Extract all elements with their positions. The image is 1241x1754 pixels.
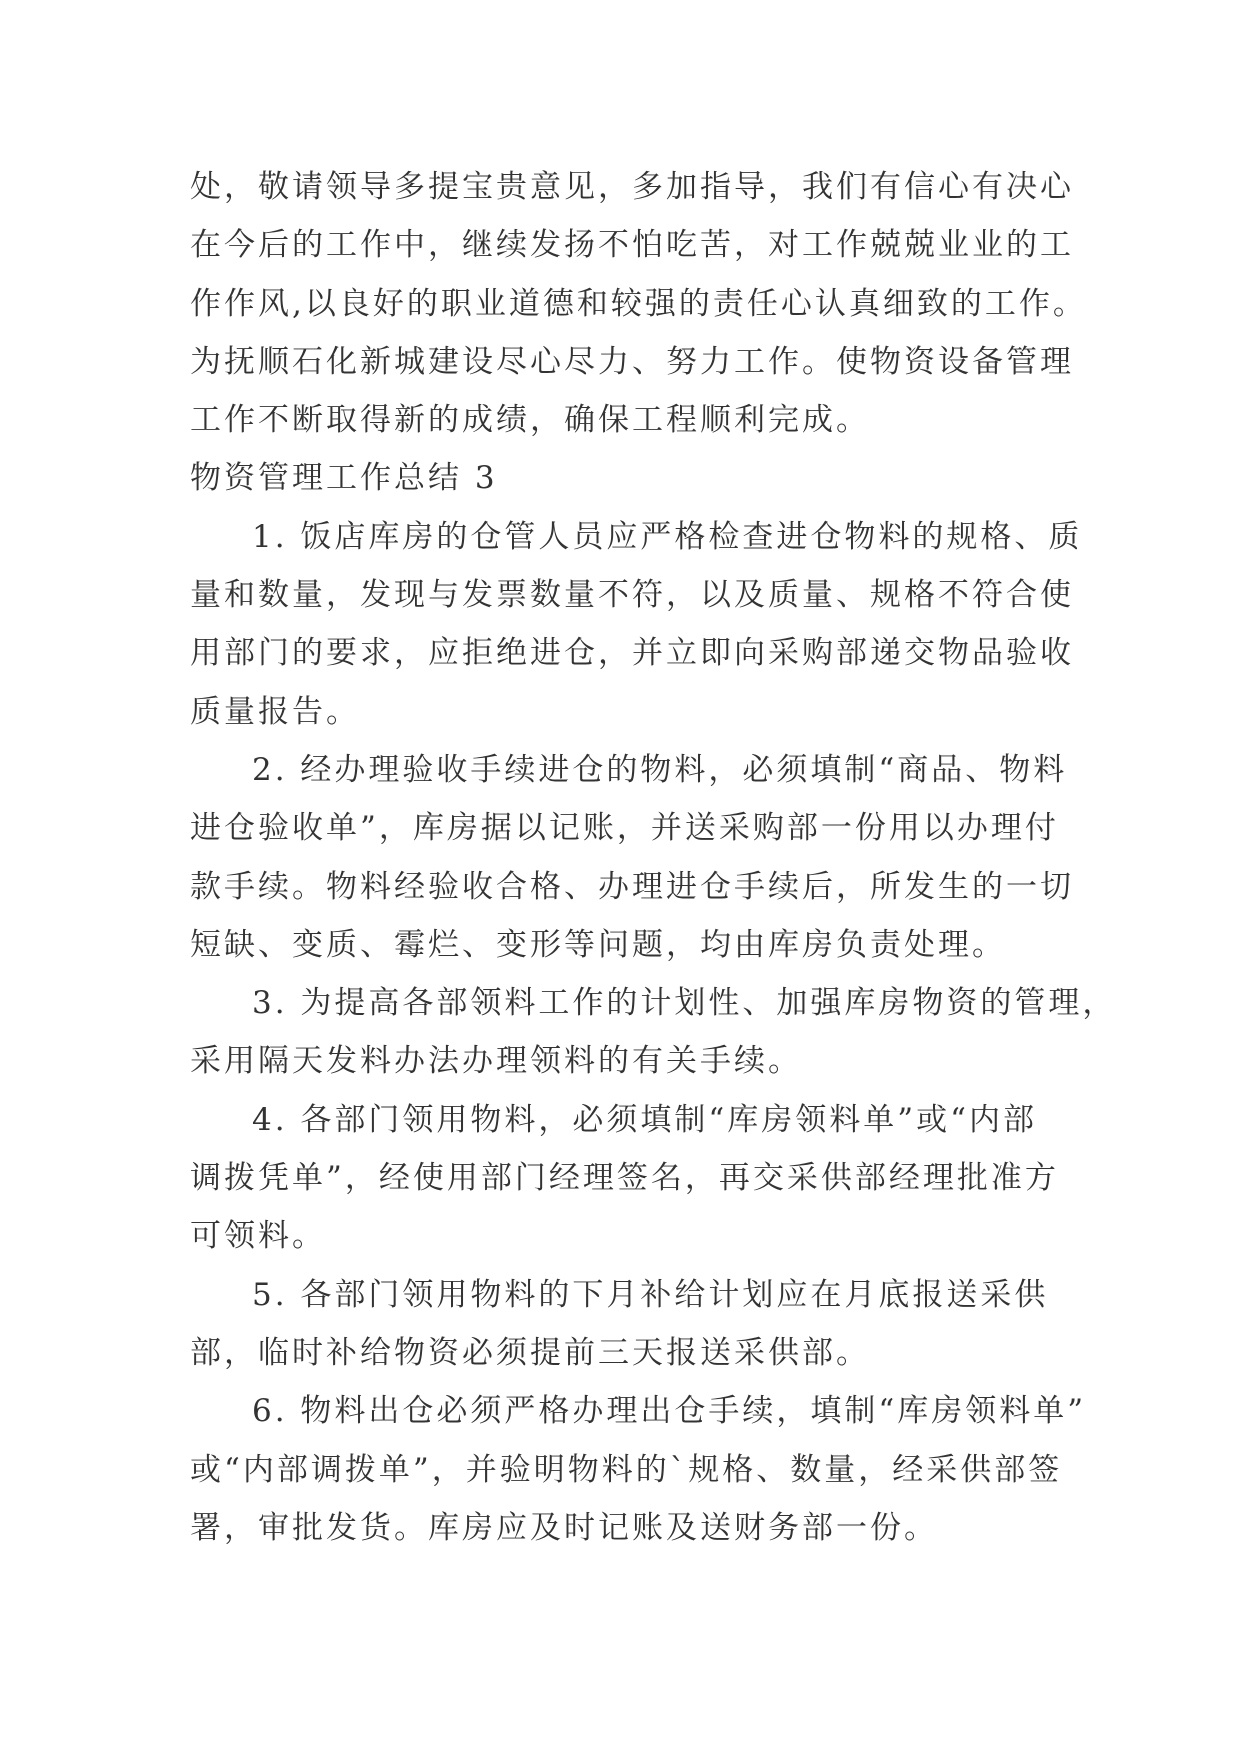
text-line: 在今后的工作中，继续发扬不怕吃苦，对工作兢兢业业的工 — [190, 227, 1074, 264]
text-line: 量和数量，发现与发票数量不符，以及质量、规格不符合使 — [190, 577, 1074, 614]
paragraph-4-start: 4. 各部门领用物料，必须填制“库房领料单”或“内部 — [252, 1101, 1037, 1138]
text-line: 进仓验收单”，库房据以记账，并送采购部一份用以办理付 — [190, 810, 1059, 847]
paragraph-6-start: 6. 物料出仓必须严格办理出仓手续，填制“库房领料单” — [252, 1393, 1087, 1430]
text-line: 作作风,以良好的职业道德和较强的责任心认真细致的工作。 — [190, 285, 1087, 322]
paragraph-2-start: 2. 经办理验收手续进仓的物料，必须填制“商品、物料 — [252, 751, 1068, 788]
document-body — [190, 158, 1117, 1557]
text-line: 可领料。 — [190, 1218, 326, 1255]
text-line: 处，敬请领导多提宝贵意见，多加指导，我们有信心有决心 — [190, 169, 1074, 205]
text-line: 质量报告。 — [190, 693, 360, 730]
text-line: 短缺、变质、霉烂、变形等问题，均由库房负责处理。 — [190, 926, 1006, 963]
text-line: 部，临时补给物资必须提前三天报送采供部。 — [190, 1334, 870, 1371]
paragraph-1-start: 1. 饭店库房的仓管人员应严格检查进仓物料的规格、质 — [252, 518, 1083, 555]
text-line: 为抚顺石化新城建设尽心尽力、努力工作。使物资设备管理 — [190, 343, 1074, 380]
text-line: 工作不断取得新的成绩，确保工程顺利完成。 — [190, 402, 870, 439]
text-line: 采用隔天发料办法办理领料的有关手续。 — [190, 1043, 802, 1080]
text-line: 署，审批发货。库房应及时记账及送财务部一份。 — [190, 1509, 938, 1546]
text-line: 或“内部调拨单”，并验明物料的`规格、数量，经采供部签 — [190, 1451, 1063, 1488]
text-line: 款手续。物料经验收合格、办理进仓手续后，所发生的一切 — [190, 868, 1074, 905]
text-line: 用部门的要求，应拒绝进仓，并立即向采购部递交物品验收 — [190, 635, 1074, 672]
section-title: 物资管理工作总结 3 — [190, 460, 498, 497]
paragraph-3-start: 3. 为提高各部领料工作的计划性、加强库房物资的管理， — [252, 985, 1117, 1022]
text-line: 调拨凭单”，经使用部门经理签名，再交采供部经理批准方 — [190, 1160, 1059, 1197]
paragraph-5-start: 5. 各部门领用物料的下月补给计划应在月底报送采供 — [252, 1276, 1049, 1313]
